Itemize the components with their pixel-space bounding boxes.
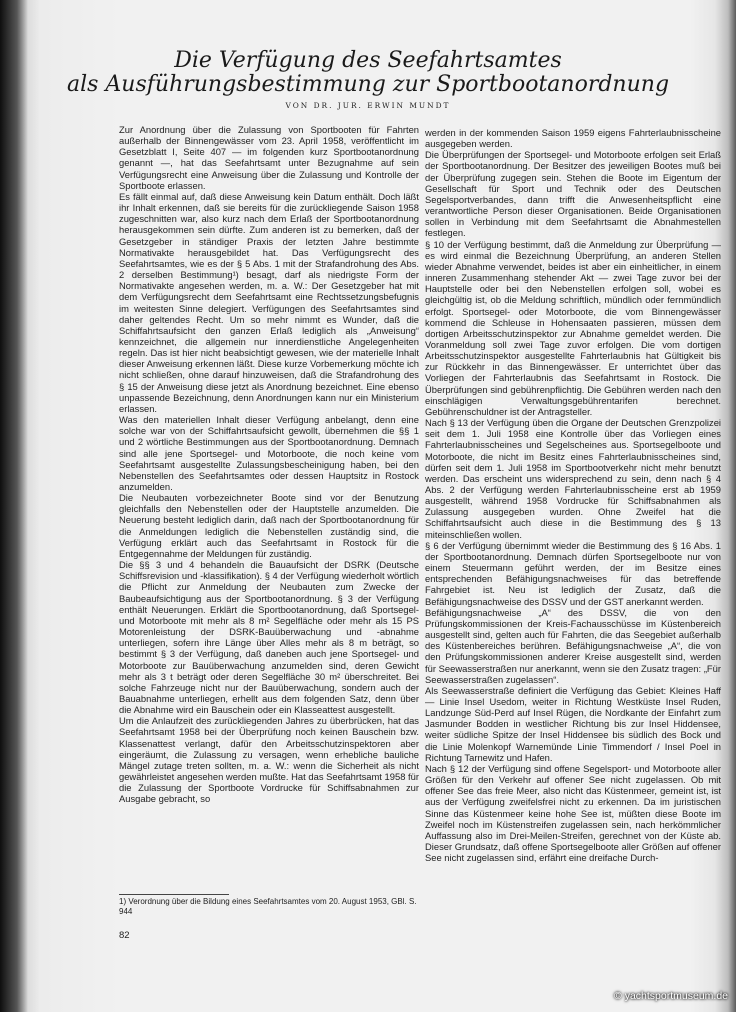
paragraph: werden in der kommenden Saison 1959 eigens Fahrterlaubnisscheine ausgegeben werden. (425, 127, 721, 150)
right-text-column (425, 127, 721, 863)
footnote: 1) Verordnung über die Bildung eines Seefahrtsamtes vom 20. August 1953, GBl. S. 944 (119, 897, 417, 916)
left-text-column (119, 124, 419, 805)
author-byline: VON DR. JUR. ERWIN MUNDT (285, 101, 451, 110)
article-title-line-2: als Ausführungsbestimmung zur Sportbootanordnung (66, 72, 670, 97)
paragraph: Die §§ 3 und 4 behandeln die Bauaufsicht der DSRK (Deutsche Schiffsrevision und -klassifikation). § 4 der Verfügung wiederholt wörtlich die Pflicht zur Anmeldung der Neubauten zum Zwecke der Baubeaufsichtigung aus der Sportbootanordnung. § 3 der Verfügung enthält Neuerungen. Erklärt die Sportbootanordnung, daß Sportsegel- und Motorboote mit mehr als 8 m² Segelfläche oder mehr als 15 PS Motorenleistung der DSRK-Bauüberwachung und -abnahme unterliegen, sofern ihre Länge über Alles mehr als 8 m beträgt, so bestimmt § 3 der Verfügung, daß daneben auch jene Sportsegel- und Motorboote zur Bauüberwachung anzumelden sind, deren Gewicht mehr als 3 t beträgt oder deren Segelfläche 30 m² überschreitet. Bei solche Fahrzeuge nicht nur der Bauüberwachung, sondern auch der Bauabnahme unterliegen, erhellt aus dem folgenden Satz, denn über die Abnahme wird ein Bauschein oder ein Klasseattest ausgestellt. (119, 559, 419, 716)
paragraph: Es fällt einmal auf, daß diese Anweisung kein Datum enthält. Doch läßt ihr Inhalt erkennen, daß sie bereits für die zurückliegende Saison 1958 zugeschnitten war, also kurz nach dem Erlaß der Sportbootanordnung herausgekommen sein dürfte. Zum anderen ist zu bemerken, daß der Gesetzgeber in ständiger Praxis der letzten Jahre bestimmte Normativakte herausgebildet hat. Das Verfügungsrecht des Seefahrtsamtes, wie es der § 5 Abs. 1 mit der Strafandrohung des Abs. 2 derselben Bestimmung¹) besagt, darf als niedrigste Form der Normativakte angesehen werden, m. a. W.: Der Gesetzgeber hat mit dem Verfügungsrecht dem Seefahrtsamt eine Rechtssetzungsbefugnis im weitesten Sinne delegiert. Verfügungen des Seefahrtsamtes sind daher geltendes Recht. Um so mehr nimmt es Wunder, daß die Schiffahrtsaufsicht den ganzen Erlaß lediglich als „Anweisung“ kennzeichnet, die allgemein nur innerdienstliche Angelegenheiten regeln. Das ist hier nicht beabsichtigt gewesen, wie der materielle Inhalt dieser Anweisung erkennen läßt. Diese kurze Vorbemerkung möchte ich nicht schließen, ohne darauf hinzuweisen, daß die Strafandrohung des § 15 der Anweisung diese jetzt als Anordnung bezeichnet. Eine ebenso unpassende Bezeichnung, denn Anordnungen kann nur ein Ministerium erlassen. (119, 190, 419, 414)
paragraph: Was den materiellen Inhalt dieser Verfügung anbelangt, denn eine solche war von der Schiffahrtsaufsicht gewollt, übernehmen die §§ 1 und 2 wörtliche Bestimmungen aus der Sportbootanordnung. Demnach sind alle jene Sportsegel- und Motorboote, die noch keine vom Seefahrtsamt ausgestellte Zulassungsbescheinigung haben, bei den Nebenstellen des Seefahrtsamtes oder dessen Hauptsitz in Rostock anzumelden. (119, 414, 419, 492)
paragraph: § 10 der Verfügung bestimmt, daß die Anmeldung zur Überprüfung — es wird einmal die Bezeichnung Überprüfung, an anderen Stellen wieder Abnahme verwendet, beides ist aber ein einheitlicher, in einem inneren Zusammenhang stehender Akt — zwei Tage zuvor bei der Hauptstelle oder bei den Nebenstellen erfolgen soll, wobei es gleichgültig ist, ob die Meldung schriftlich, mündlich oder fernmündlich erfolgt. Sportsegel- oder Motorboote, die vom Binnengewässer kommend die Schleuse in Hohensaaten passieren, müssen dem dortigen Arbeitsschutzinspektor zur Abnahme gemeldet werden. Die Voranmeldung soll zwei Tage zuvor erfolgen. Die vom dortigen Arbeitsschutzinspektor ausgestellte Fahrterlaubnis hat Gültigkeit bis zur Rückkehr in das Binnengewässer. Er unterrichtet über das Vorliegen der Fahrterlaubnis das Seefahrtsamt in Rostock. Die Überprüfungen sind gebührenpflichtig. Die Gebühren werden nach den einschlägigen Verwaltungsgebührentarifen berechnet. Gebührenschuldner ist der Antragsteller. (425, 238, 721, 417)
paragraph: Um die Anlaufzeit des zurückliegenden Jahres zu überbrücken, hat das Seefahrtsamt 1958 bei der Überprüfung noch keinen Bauschein bzw. Klassenattest verlangt, dafür den Arbeitsschutzinspektoren aber eingeräumt, die Zulassung zu versagen, wenn erhebliche bauliche Mängel zutage treten sollten, m. a. W.: wenn die Sicherheit als nicht gewährleistet angesehen werden mußte. Hat das Seefahrtsamt 1958 für die Zulassung der Sportboote Vordrucke für Schiffsabnahmen zur Ausgabe gebracht, so (119, 715, 419, 805)
paragraph: Befähigungsnachweise „A“ des DSSV, die von den Prüfungskommissionen der Kreis-Fachausschüsse im Küstenbereich ausgestellt sind, gelten auch für Fahrten, die das Seegebiet außerhalb des Küstenbereiches berühren. Befähigungsnachweise „A“, die von den Prüfungskommissionen anderer Kreise ausgestellt sind, werden für Seewasserstraßen nur anerkannt, wenn sie den Zusatz tragen: „Für Seewasserstraßen zugelassen“. (425, 606, 721, 685)
paragraph: Nach § 12 der Verfügung sind offene Segelsport- und Motorboote aller Größen für den Verkehr auf offener See nicht zugelassen. Ob mit offener See das freie Meer, also nicht das Küstenmeer, gemeint ist, ist aus der Verfügung zweifelsfrei nicht zu erkennen. Da im juristischen Sinne das Küstenmeer keine hohe See ist, müßten diese Boote im Zweifel noch im Küstenstreifen zugelassen sein, nach herkömmlicher Auffassung also im Drei-Meilen-Streifen, gerechnet von der Küste ab. Dieser Grundsatz, daß offene Sportsegelboote aller Größen auf offener See nicht zugelassen sind, erfährt eine dreifache Durch- (425, 762, 721, 864)
paragraph: Die Neubauten vorbezeichneter Boote sind vor der Benutzung gleichfalls den Nebenstellen oder der Hauptstelle anzumelden. Die Neuerung besteht lediglich darin, daß nach der Sportbootanordnung für die Anmeldungen lediglich die Nebenstellen zuständig sind, die Verfügung erklärt auch das Seefahrtsamt in Rostock für die Entgegennahme der Meldungen für zuständig. (119, 492, 419, 559)
article-title-line-1: Die Verfügung des Seefahrtsamtes (174, 48, 562, 73)
page-number: 82 (119, 930, 130, 941)
paragraph: Die Überprüfungen der Sportsegel- und Motorboote erfolgen seit Erlaß der Sportbootanordnung. Der Besitzer des jeweiligen Bootes muß bei der Überprüfung zugegen sein. Stehen die Boote im Eigentum der Gesellschaft für Sport und Technik oder des Deutschen Segelsportverbandes, dann trifft die Anwesenheitspflicht eine verantwortliche Person dieser Organisationen. Beide Organisationen sollen in Verbindung mit dem Seefahrtsamt die Abnahmestellen festlegen. (425, 149, 721, 239)
paragraph: Als Seewasserstraße definiert die Verfügung das Gebiet: Kleines Haff — Linie Insel Usedom, weiter in Richtung Westküste Insel Ruden, Landzunge Süd-Perd auf Insel Rügen, die Nordkante der Einfahrt zum Jasmunder Bodden in westlicher Richtung bis zur Insel Hiddensee, weiter südliche Spitze der Insel Hiddensee bis südlich des Bock und die Linie Molenkopf Warnemünde Linie Timmendorf / Insel Poel in Richtung Tarnewitz und Hafen. (425, 684, 721, 763)
paragraph: Nach § 13 der Verfügung üben die Organe der Deutschen Grenzpolizei seit dem 1. Juli 1958 eine Kontrolle über das Vorliegen eines Fahrterlaubnisscheines und Segelscheines aus. Sportsegelboote und Motorboote, die nicht im Besitz eines Fahrterlaubnisscheines sind, dürfen seit dem 1. Juli 1958 im Sportbootverkehr nicht mehr benutzt werden. Das erscheint uns widersprechend zu sein, denn nach § 4 Abs. 2 der Verfügung werden Fahrterlaubnisscheine erst ab 1959 ausgestellt, während 1958 Vordrucke für Schiffsabnahmen als Zulassung ausgegeben wurden. Ohne Zweifel hat die Schiffahrtsaufsicht auch diese in die Bestimmung des § 13 miteinschließen wollen. (425, 417, 721, 540)
book-gutter-shadow (0, 0, 28, 1012)
paragraph: § 6 der Verfügung übernimmt wieder die Bestimmung des § 16 Abs. 1 der Sportbootanordnung. Demnach dürfen Sportsegelboote nur von einem Steuermann geführt werden, der im Besitze eines entsprechenden Befähigungsnachweises für das betreffende Fahrgebiet ist. Neu ist lediglich der Zusatz, daß die Befähigungsnachweise des DSSV und der GST anerkannt werden. (425, 539, 721, 607)
paragraph: Zur Anordnung über die Zulassung von Sportbooten für Fahrten außerhalb der Binnengewässer vom 23. April 1958, veröffentlicht im Gesetzblatt I, Seite 407 — im folgenden kurz Sportbootanordnung genannt —, hat das Seefahrtsamt unter Bezugnahme auf sein Verfügungsrecht eine Anweisung über die Zulassung und Kontrolle der Sportboote erlassen. (119, 124, 419, 191)
footnote-divider (119, 894, 229, 895)
watermark-text: © yachtsportmuseum.de (614, 990, 728, 1002)
